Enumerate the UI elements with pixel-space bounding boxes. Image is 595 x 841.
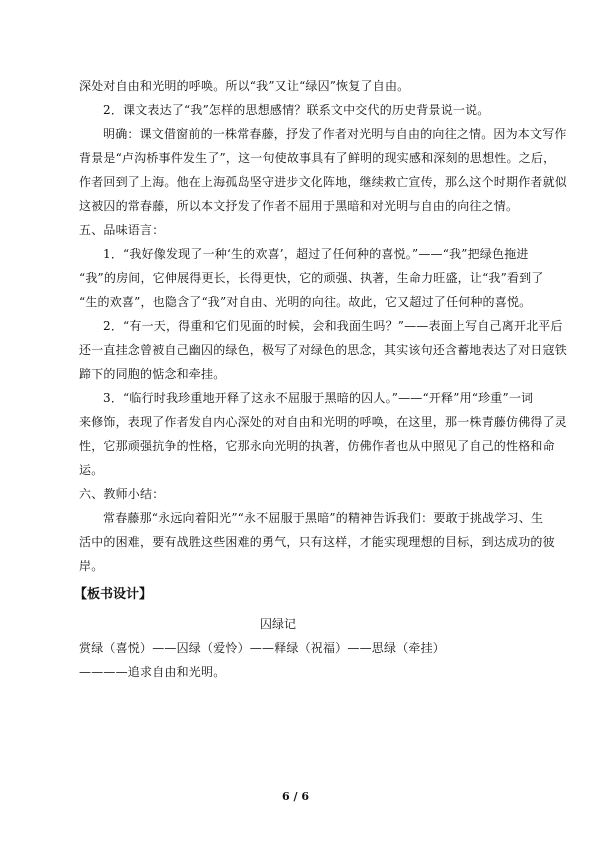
board-title: 囚绿记	[260, 617, 297, 631]
page-number: 6 / 6	[282, 790, 309, 803]
body-line: 来修饰，表现了作者发自内心深处的对自由和光明的呼唤，在这里，那一株青藤仿佛得了灵	[79, 415, 568, 429]
body-line: 常春藤那“永远向着阳光”“永不屈服于黑暗”的精神告诉我们：要敢于挑战学习、生	[103, 511, 544, 525]
section-heading: 六、教师小结：	[79, 487, 165, 501]
body-line: “我”的房间，它伸展得更长，长得更快，它的顽强、执著，生命力旺盛，让“我”看到了	[79, 271, 544, 285]
body-line: 岸。	[79, 559, 104, 573]
body-line: 作者回到了上海。他在上海孤岛坚守进步文化阵地，继续救亡宣传，那么这个时期作者就似	[79, 175, 568, 189]
body-line: 2．“有一天，得重和它们见面的时候，会和我面生吗？”——表面上写自己离开北平后	[103, 319, 563, 333]
board-line: 赏绿（喜悦）——囚绿（爱怜）——释绿（祝福）——思绿（牵挂）	[79, 641, 446, 655]
body-line: 这被囚的常春藤，所以本文抒发了作者不屈用于黑暗和对光明与自由的向往之情。	[79, 199, 519, 213]
body-line: “生的欢喜”，也隐含了“我”对自由、光明的向往。故此，它又超过了任何种的喜悦。	[79, 295, 532, 309]
body-line: 1．“我好像发现了一种‘生的欢喜’，超过了任何种的喜悦。”——“我”把绿色拖进	[103, 247, 529, 261]
body-line: 2．课文表达了“我”怎样的思想感情？联系文中交代的历史背景说一说。	[103, 103, 490, 117]
body-line: 明确：课文借窗前的一株常春藤，抒发了作者对光明与自由的向往之情。因为本文写作	[103, 127, 567, 141]
board-design-heading: 【板书设计】	[74, 587, 153, 602]
body-line: 蹄下的同胞的惦念和牵挂。	[79, 367, 226, 381]
body-line: 深处对自由和光明的呼唤。所以“我”又让“绿囚”恢复了自由。	[79, 79, 410, 93]
body-line: 性，它那顽强抗争的性格，它那永向光明的执著，仿佛作者也从中照见了自己的性格和命	[79, 439, 555, 453]
body-line: 活中的困难，要有战胜这些困难的勇气，只有这样，才能实现理想的目标，到达成功的彼	[79, 535, 555, 549]
body-line: 3．“临行时我珍重地开释了这永不屈服于黑暗的囚人。”——“开释”用“珍重”一词	[103, 391, 534, 405]
section-heading: 五、品味语言：	[79, 223, 165, 237]
body-line: 还一直挂念曾被自己幽囚的绿色，极写了对绿色的思念，其实该句还含蓄地表达了对日寇铁	[79, 343, 568, 357]
body-line: 运。	[79, 463, 104, 477]
board-line: ————追求自由和光明。	[79, 665, 226, 679]
body-line: 背景是“卢沟桥事件发生了”，这一句使故事具有了鲜明的现实感和深刻的思想性。之后，	[79, 151, 556, 165]
